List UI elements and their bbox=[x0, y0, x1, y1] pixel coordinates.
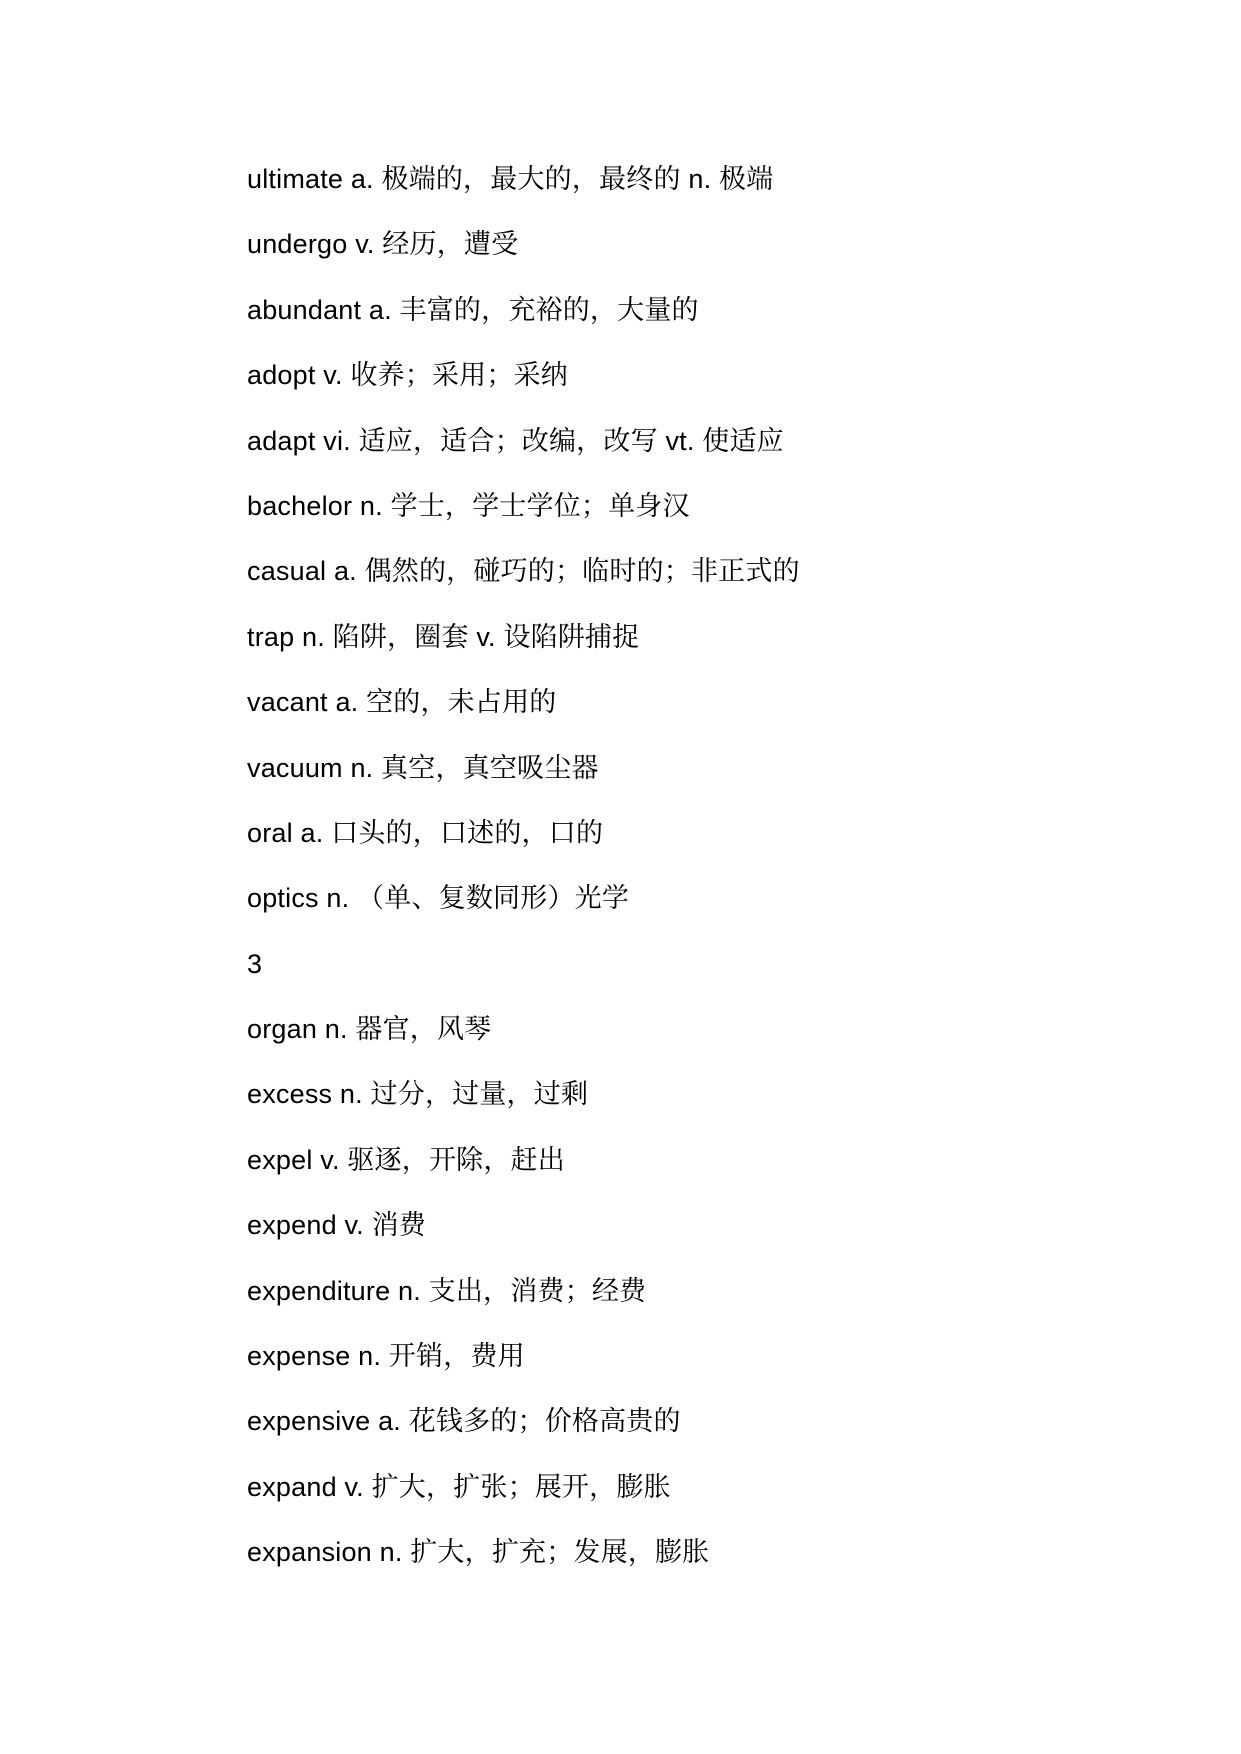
vocab-entry-abundant: abundant a. 丰富的，充裕的，大量的 bbox=[247, 294, 699, 325]
vocab-entry-vacuum: vacuum n. 真空，真空吸尘器 bbox=[247, 752, 599, 783]
section-number: 3 bbox=[247, 948, 263, 979]
vocab-entry-bachelor: bachelor n. 学士，学士学位；单身汉 bbox=[247, 490, 690, 521]
vocab-entry-expenditure: expenditure n. 支出，消费；经费 bbox=[247, 1275, 647, 1306]
vocab-entry-optics: optics n. （单、复数同形）光学 bbox=[247, 883, 630, 914]
vocab-entry-adopt: adopt v. 收养；采用；采纳 bbox=[247, 360, 568, 391]
vocab-entry-ultimate: ultimate a. 极端的，最大的，最终的 n. 极端 bbox=[247, 164, 774, 194]
vocab-entry-trap: trap n. 陷阱，圈套 v. 设陷阱捕捉 bbox=[247, 621, 640, 652]
vocabulary-list bbox=[247, 160, 1147, 1599]
vocab-entry-expand: expand v. 扩大，扩张；展开，膨胀 bbox=[247, 1471, 671, 1502]
vocab-entry-expensive: expensive a. 花钱多的；价格高贵的 bbox=[247, 1406, 681, 1437]
vocab-entry-excess: excess n. 过分，过量，过剩 bbox=[247, 1079, 589, 1110]
vocab-entry-vacant: vacant a. 空的，未占用的 bbox=[247, 687, 557, 718]
vocab-entry-adapt: adapt vi. 适应，适合；改编，改写 vt. 使适应 bbox=[247, 425, 784, 456]
vocab-entry-expend: expend v. 消费 bbox=[247, 1210, 426, 1241]
vocab-entry-organ: organ n. 器官，风琴 bbox=[247, 1014, 492, 1045]
vocab-entry-expansion: expansion n. 扩大，扩充；发展，膨胀 bbox=[247, 1537, 710, 1568]
vocab-entry-undergo: undergo v. 经历，遭受 bbox=[247, 229, 519, 260]
vocab-entry-casual: casual a. 偶然的，碰巧的；临时的；非正式的 bbox=[247, 556, 800, 587]
vocab-entry-oral: oral a. 口头的，口述的，口的 bbox=[247, 817, 604, 848]
vocab-entry-expense: expense n. 开销，费用 bbox=[247, 1341, 525, 1372]
vocab-entry-expel: expel v. 驱逐，开除，赶出 bbox=[247, 1144, 565, 1175]
